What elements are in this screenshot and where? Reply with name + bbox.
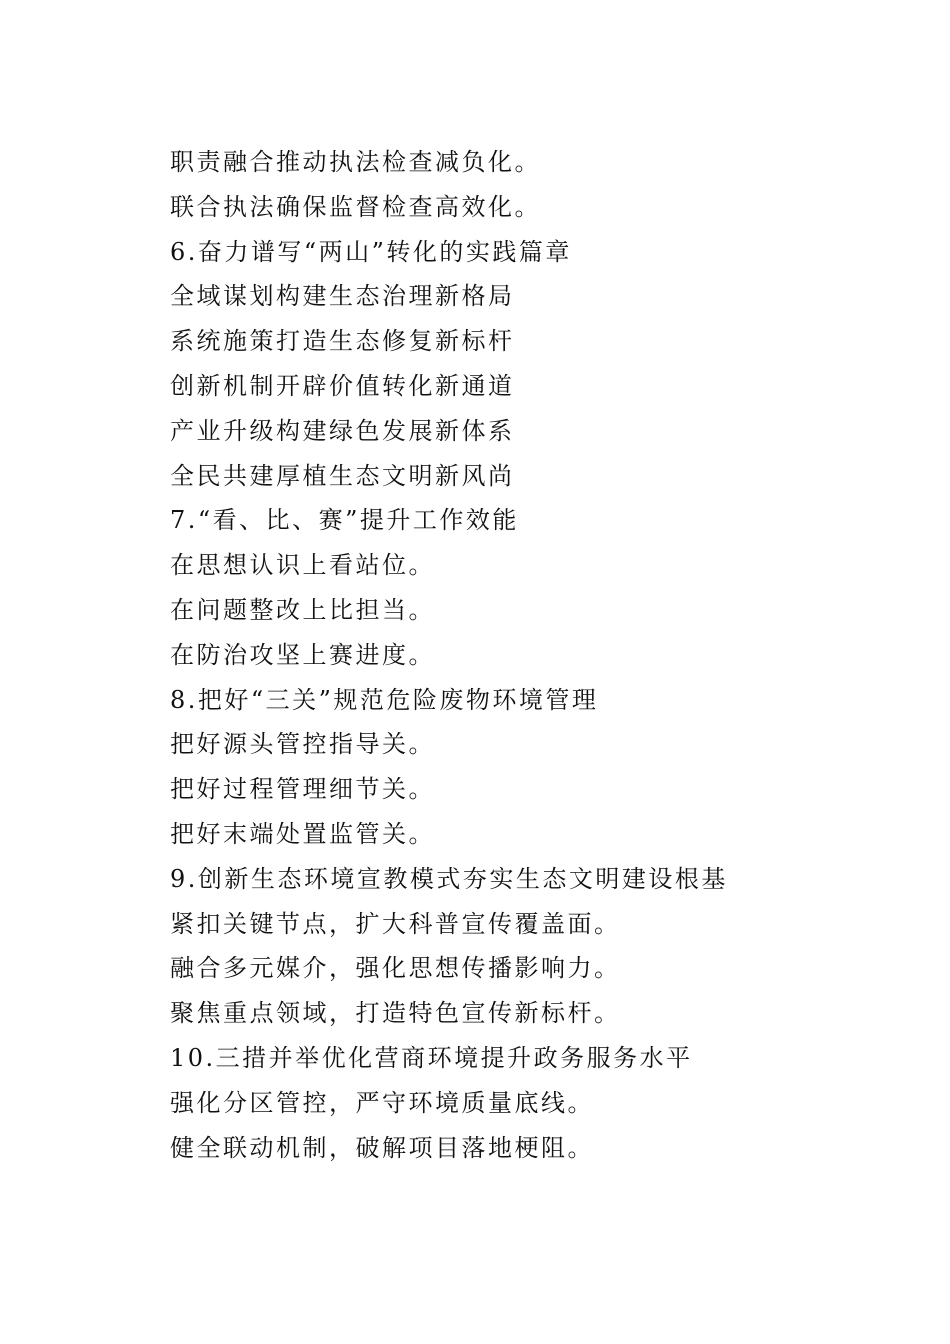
body-line: 联合执法确保监督检查高效化。	[170, 192, 541, 221]
body-line: 把好末端处置监管关。	[170, 819, 435, 848]
document-body	[170, 140, 890, 1170]
section-heading: 8.把好“三关”规范危险废物环境管理	[170, 685, 599, 714]
body-line: 系统施策打造生态修复新标杆	[170, 327, 515, 356]
body-line: 在防治攻坚上赛进度。	[170, 640, 435, 669]
body-line: 全域谋划构建生态治理新格局	[170, 282, 515, 311]
body-line: 在思想认识上看站位。	[170, 551, 435, 580]
body-line: 聚焦重点领域，打造特色宣传新标杆。	[170, 999, 621, 1028]
body-line: 职责融合推动执法检查减负化。	[170, 148, 541, 176]
body-line: 紧扣关键节点，扩大科普宣传覆盖面。	[170, 909, 621, 938]
body-line: 把好源头管控指导关。	[170, 730, 435, 759]
body-line: 创新机制开辟价值转化新通道	[170, 371, 515, 400]
section-heading: 7.“看、比、赛”提升工作效能	[170, 506, 519, 535]
body-line: 把好过程管理细节关。	[170, 775, 435, 804]
body-line: 融合多元媒介，强化思想传播影响力。	[170, 954, 621, 983]
section-heading: 6.奋力谱写“两山”转化的实践篇章	[170, 237, 572, 266]
body-line: 健全联动机制，破解项目落地梗阻。	[170, 1133, 594, 1162]
section-heading: 10.三措并举优化营商环境提升政务服务水平	[170, 1043, 693, 1072]
body-line: 全民共建厚植生态文明新风尚	[170, 461, 515, 490]
section-heading: 9.创新生态环境宣教模式夯实生态文明建设根基	[170, 864, 728, 893]
body-line: 强化分区管控，严守环境质量底线。	[170, 1088, 594, 1117]
body-line: 在问题整改上比担当。	[170, 595, 435, 624]
body-line: 产业升级构建绿色发展新体系	[170, 416, 515, 445]
